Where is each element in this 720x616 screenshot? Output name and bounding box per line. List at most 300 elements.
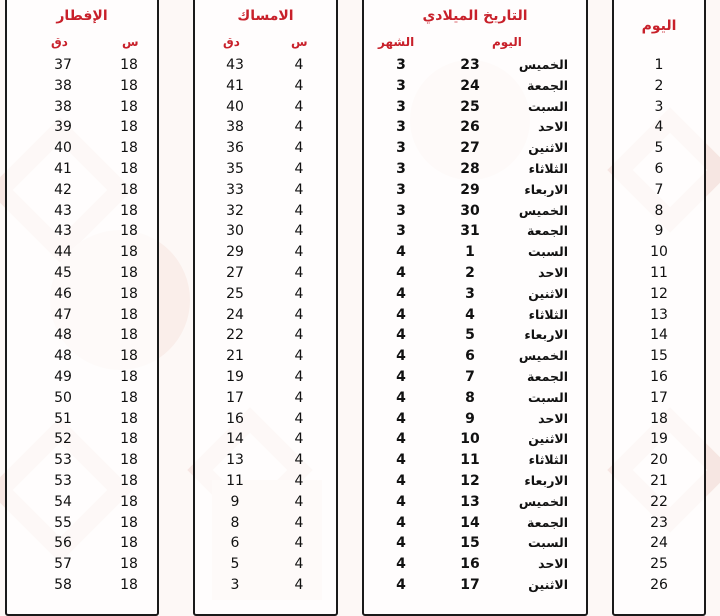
gregorian-day-cell: 31 — [460, 223, 480, 240]
table-row — [614, 575, 704, 596]
gregorian-day-cell: 7 — [465, 368, 475, 385]
table-row — [195, 409, 336, 430]
imsak-minute-cell: 17 — [226, 389, 244, 406]
iftar-hour-cell: 18 — [120, 98, 138, 115]
ramadan-day-cell: 21 — [650, 472, 668, 489]
ramadan-day-cell: 26 — [650, 576, 668, 593]
gregorian-column — [362, 0, 588, 616]
imsak-hour-cell: 4 — [294, 285, 304, 302]
table-row — [364, 471, 586, 492]
gregorian-day-cell: 24 — [460, 77, 480, 94]
iftar-hour-cell: 18 — [120, 77, 138, 94]
gregorian-day-cell: 9 — [465, 410, 475, 427]
iftar-minute-cell: 51 — [54, 410, 72, 427]
table-row — [195, 513, 336, 534]
weekday-name-cell: الخميس — [518, 493, 568, 509]
table-row — [7, 325, 157, 346]
imsak-hour-cell: 4 — [294, 202, 304, 219]
table-row — [195, 55, 336, 76]
imsak-hour-cell: 4 — [294, 452, 304, 469]
weekday-name-cell: الخميس — [518, 57, 568, 72]
imsak-minute-cell: 11 — [226, 472, 244, 489]
gregorian-month-cell: 3 — [396, 223, 406, 240]
imsak-hour-cell: 4 — [294, 57, 304, 73]
iftar-minute-cell: 41 — [54, 160, 72, 177]
table-row — [364, 429, 586, 450]
table-row — [364, 367, 586, 388]
iftar-hour-cell: 18 — [120, 452, 138, 469]
gregorian-month-cell: 4 — [396, 368, 406, 385]
table-row — [614, 263, 704, 284]
gregorian-month-cell: 4 — [396, 389, 406, 406]
gregorian-day-cell: 25 — [460, 98, 480, 115]
table-row — [7, 180, 157, 201]
imsak-hour-cell: 4 — [294, 98, 304, 115]
gregorian-day-cell: 14 — [460, 514, 480, 531]
gregorian-day-cell: 11 — [460, 452, 480, 469]
iftar-hour-cell: 18 — [120, 556, 138, 573]
weekday-name-cell: الخميس — [518, 348, 568, 364]
gregorian-month-cell: 3 — [396, 77, 406, 94]
weekday-name-cell: الاربعاء — [524, 327, 568, 343]
ramadan-day-cell: 1 — [654, 57, 664, 73]
table-row — [7, 159, 157, 180]
iftar-minute-cell: 54 — [54, 493, 72, 510]
imsak-minute-cell: 30 — [226, 223, 244, 240]
imsak-hour-cell: 4 — [294, 348, 304, 365]
iftar-hour-cell: 18 — [120, 285, 138, 302]
iftar-minute-cell: 38 — [54, 98, 72, 115]
weekday-name-cell: الاثنين — [528, 140, 568, 156]
table-row — [364, 513, 586, 534]
imsak-hour-cell: 4 — [294, 514, 304, 531]
imsak-minute-cell: 32 — [226, 202, 244, 219]
imsak-title: الامساك — [237, 8, 294, 24]
imsak-hour-cell: 4 — [294, 181, 304, 198]
ramadan-day-cell: 25 — [650, 556, 668, 573]
gregorian-day-cell: 16 — [460, 556, 480, 573]
table-row — [195, 575, 336, 596]
imsak-minute-cell: 21 — [226, 348, 244, 365]
table-row — [7, 242, 157, 263]
gregorian-month-header: الشهر — [378, 35, 415, 49]
weekday-name-cell: الاثنين — [528, 285, 568, 301]
gregorian-day-cell: 17 — [460, 576, 480, 593]
ramadan-day-rows — [614, 55, 704, 596]
table-row — [7, 55, 157, 76]
table-row — [195, 450, 336, 471]
table-row — [364, 533, 586, 554]
table-row — [364, 346, 586, 367]
imsak-minute-cell: 33 — [226, 181, 244, 198]
table-row — [7, 138, 157, 159]
gregorian-day-cell: 23 — [460, 57, 480, 73]
imsak-hour-cell: 4 — [294, 535, 304, 552]
table-row — [364, 159, 586, 180]
table-row — [7, 284, 157, 305]
ramadan-day-cell: 13 — [650, 306, 668, 323]
table-row — [7, 221, 157, 242]
table-row — [364, 554, 586, 575]
table-row — [614, 471, 704, 492]
gregorian-month-cell: 3 — [396, 140, 406, 157]
imsak-minute-cell: 14 — [226, 431, 244, 448]
weekday-name-cell: الاربعاء — [524, 181, 568, 197]
table-row — [195, 388, 336, 409]
imsak-hour-cell: 4 — [294, 223, 304, 240]
table-row — [7, 409, 157, 430]
weekday-name-cell: الجمعة — [526, 368, 568, 384]
ramadan-day-cell: 16 — [650, 368, 668, 385]
ramadan-day-cell: 9 — [654, 223, 664, 240]
table-row — [364, 117, 586, 138]
table-row — [364, 492, 586, 513]
iftar-hour-cell: 18 — [120, 306, 138, 323]
gregorian-month-cell: 4 — [396, 285, 406, 302]
table-row — [364, 575, 586, 596]
imsak-minute-cell: 38 — [226, 119, 244, 136]
weekday-name-cell: السبت — [527, 98, 568, 114]
weekday-name-cell: الجمعة — [526, 223, 568, 239]
gregorian-day-cell: 6 — [465, 348, 475, 365]
ramadan-day-cell: 17 — [650, 389, 668, 406]
iftar-hour-cell: 18 — [120, 576, 138, 593]
table-row — [364, 242, 586, 263]
iftar-hour-cell: 18 — [120, 472, 138, 489]
table-row — [195, 263, 336, 284]
ramadan-day-cell: 11 — [650, 264, 668, 281]
table-row — [364, 284, 586, 305]
weekday-name-cell: الاحد — [538, 119, 568, 135]
weekday-name-cell: الاحد — [538, 410, 568, 426]
iftar-rows — [7, 55, 157, 596]
table-row — [364, 263, 586, 284]
weekday-name-cell: الثلاثاء — [528, 160, 568, 176]
imsak-hour-cell: 4 — [294, 493, 304, 510]
table-row — [7, 388, 157, 409]
table-row — [7, 201, 157, 222]
imsak-hour-cell: 4 — [294, 389, 304, 406]
gregorian-day-cell: 13 — [460, 493, 480, 510]
table-row — [195, 471, 336, 492]
weekday-name-cell: الثلاثاء — [528, 306, 568, 322]
table-row — [195, 533, 336, 554]
ramadan-day-cell: 5 — [654, 140, 664, 157]
table-row — [364, 450, 586, 471]
imsak-minute-cell: 3 — [230, 576, 240, 593]
imsak-minute-cell: 36 — [226, 140, 244, 157]
table-row — [195, 242, 336, 263]
table-row — [614, 554, 704, 575]
iftar-hour-header: س — [122, 35, 139, 49]
iftar-minute-cell: 58 — [54, 576, 72, 593]
table-row — [614, 159, 704, 180]
gregorian-month-cell: 4 — [396, 535, 406, 552]
table-row — [614, 180, 704, 201]
imsak-minute-cell: 8 — [230, 514, 240, 531]
gregorian-day-cell: 2 — [465, 264, 475, 281]
ramadan-day-cell: 22 — [650, 493, 668, 510]
imsak-hour-header: س — [291, 35, 308, 49]
table-row — [364, 201, 586, 222]
iftar-hour-cell: 18 — [120, 514, 138, 531]
imsak-hour-cell: 4 — [294, 77, 304, 94]
iftar-hour-cell: 18 — [120, 244, 138, 261]
weekday-name-cell: الاحد — [538, 556, 568, 572]
table-row — [195, 346, 336, 367]
table-row — [614, 97, 704, 118]
table-row — [195, 554, 336, 575]
iftar-hour-cell: 18 — [120, 348, 138, 365]
table-row — [7, 471, 157, 492]
weekday-name-cell: الجمعة — [526, 514, 568, 530]
table-row — [614, 429, 704, 450]
table-row — [7, 533, 157, 554]
imsak-minute-header: دق — [223, 35, 240, 49]
imsak-hour-cell: 4 — [294, 306, 304, 323]
iftar-minute-cell: 47 — [54, 306, 72, 323]
weekday-name-cell: الجمعة — [526, 77, 568, 93]
table-row — [364, 409, 586, 430]
iftar-hour-cell: 18 — [120, 368, 138, 385]
ramadan-day-cell: 12 — [650, 285, 668, 302]
gregorian-day-cell: 15 — [460, 535, 480, 552]
gregorian-month-cell: 4 — [396, 327, 406, 344]
imsak-hour-cell: 4 — [294, 556, 304, 573]
table-row — [195, 284, 336, 305]
table-row — [195, 305, 336, 326]
table-row — [195, 138, 336, 159]
gregorian-month-cell: 4 — [396, 576, 406, 593]
iftar-minute-cell: 50 — [54, 389, 72, 406]
imsak-minute-cell: 25 — [226, 285, 244, 302]
iftar-minute-cell: 39 — [54, 119, 72, 136]
table-row — [195, 429, 336, 450]
table-row — [614, 533, 704, 554]
gregorian-day-cell: 1 — [465, 244, 475, 261]
table-row — [614, 221, 704, 242]
table-row — [7, 429, 157, 450]
table-row — [364, 325, 586, 346]
table-row — [614, 55, 704, 76]
imsak-minute-cell: 5 — [230, 556, 240, 573]
gregorian-day-cell: 29 — [460, 181, 480, 198]
table-row — [614, 76, 704, 97]
weekday-name-cell: السبت — [527, 389, 568, 405]
imsak-column — [193, 0, 338, 616]
table-row — [614, 409, 704, 430]
gregorian-month-cell: 4 — [396, 264, 406, 281]
gregorian-month-cell: 3 — [396, 119, 406, 136]
iftar-hour-cell: 18 — [120, 493, 138, 510]
weekday-name-cell: السبت — [527, 244, 568, 260]
imsak-hour-cell: 4 — [294, 410, 304, 427]
ramadan-day-cell: 19 — [650, 431, 668, 448]
iftar-hour-cell: 18 — [120, 140, 138, 157]
table-row — [7, 367, 157, 388]
imsak-minute-cell: 29 — [226, 244, 244, 261]
iftar-hour-cell: 18 — [120, 223, 138, 240]
gregorian-day-cell: 5 — [465, 327, 475, 344]
imsak-minute-cell: 43 — [226, 57, 244, 73]
table-row — [7, 513, 157, 534]
ramadan-day-cell: 15 — [650, 348, 668, 365]
ramadan-day-cell: 18 — [650, 410, 668, 427]
table-row — [7, 346, 157, 367]
table-row — [195, 492, 336, 513]
imsak-minute-cell: 22 — [226, 327, 244, 344]
table-row — [364, 138, 586, 159]
table-row — [7, 76, 157, 97]
gregorian-day-cell: 8 — [465, 389, 475, 406]
table-row — [614, 325, 704, 346]
iftar-hour-cell: 18 — [120, 181, 138, 198]
ramadan-day-cell: 6 — [654, 160, 664, 177]
table-row — [364, 97, 586, 118]
iftar-minute-cell: 40 — [54, 140, 72, 157]
weekday-name-cell: الثلاثاء — [528, 452, 568, 468]
iftar-hour-cell: 18 — [120, 431, 138, 448]
ramadan-day-cell: 20 — [650, 452, 668, 469]
table-row — [195, 76, 336, 97]
table-row — [614, 492, 704, 513]
table-row — [614, 201, 704, 222]
gregorian-day-cell: 4 — [465, 306, 475, 323]
iftar-hour-cell: 18 — [120, 389, 138, 406]
gregorian-month-cell: 4 — [396, 306, 406, 323]
table-row — [195, 180, 336, 201]
iftar-minute-cell: 53 — [54, 452, 72, 469]
weekday-name-cell: الخميس — [518, 202, 568, 218]
table-row — [7, 575, 157, 596]
weekday-name-cell: الاثنين — [528, 431, 568, 447]
table-row — [195, 201, 336, 222]
table-row — [614, 305, 704, 326]
weekday-name-cell: الاثنين — [528, 576, 568, 592]
table-row — [364, 76, 586, 97]
table-row — [7, 450, 157, 471]
gregorian-month-cell: 3 — [396, 181, 406, 198]
table-row — [614, 346, 704, 367]
iftar-minute-cell: 37 — [54, 57, 72, 73]
gregorian-day-cell: 26 — [460, 119, 480, 136]
table-row — [364, 55, 586, 76]
iftar-minute-cell: 48 — [54, 348, 72, 365]
gregorian-month-cell: 4 — [396, 556, 406, 573]
gregorian-day-cell: 3 — [465, 285, 475, 302]
ramadan-day-cell: 3 — [654, 98, 664, 115]
iftar-minute-cell: 46 — [54, 285, 72, 302]
iftar-minute-cell: 42 — [54, 181, 72, 198]
weekday-name-cell: السبت — [527, 535, 568, 551]
gregorian-month-cell: 4 — [396, 348, 406, 365]
table-row — [195, 325, 336, 346]
table-row — [364, 388, 586, 409]
ramadan-day-cell: 23 — [650, 514, 668, 531]
imsak-minute-cell: 13 — [226, 452, 244, 469]
gregorian-month-cell: 3 — [396, 98, 406, 115]
table-row — [7, 97, 157, 118]
iftar-minute-cell: 49 — [54, 368, 72, 385]
iftar-minute-cell: 45 — [54, 264, 72, 281]
iftar-hour-cell: 18 — [120, 202, 138, 219]
imsak-hour-cell: 4 — [294, 244, 304, 261]
gregorian-day-cell: 27 — [460, 140, 480, 157]
iftar-minute-cell: 53 — [54, 472, 72, 489]
gregorian-month-cell: 3 — [396, 160, 406, 177]
imsak-minute-cell: 27 — [226, 264, 244, 281]
gregorian-month-cell: 3 — [396, 202, 406, 219]
imsak-hour-cell: 4 — [294, 368, 304, 385]
table-row — [364, 305, 586, 326]
gregorian-rows — [364, 55, 586, 596]
iftar-minute-cell: 43 — [54, 202, 72, 219]
ramadan-day-cell: 2 — [654, 77, 664, 94]
imsak-minute-cell: 9 — [230, 493, 240, 510]
imsak-minute-cell: 6 — [230, 535, 240, 552]
gregorian-day-header: اليوم — [492, 35, 522, 49]
ramadan-day-cell: 7 — [654, 181, 664, 198]
gregorian-month-cell: 4 — [396, 431, 406, 448]
imsak-minute-cell: 19 — [226, 368, 244, 385]
table-row — [364, 180, 586, 201]
ramadan-day-cell: 14 — [650, 327, 668, 344]
gregorian-day-cell: 10 — [460, 431, 480, 448]
table-row — [364, 221, 586, 242]
gregorian-month-cell: 4 — [396, 493, 406, 510]
iftar-minute-cell: 38 — [54, 77, 72, 94]
iftar-minute-cell: 55 — [54, 514, 72, 531]
table-row — [614, 138, 704, 159]
table-row — [7, 305, 157, 326]
table-row — [614, 388, 704, 409]
imsak-hour-cell: 4 — [294, 140, 304, 157]
iftar-hour-cell: 18 — [120, 57, 138, 73]
table-row — [195, 159, 336, 180]
iftar-title: الإفطار — [56, 8, 108, 24]
iftar-hour-cell: 18 — [120, 160, 138, 177]
iftar-column — [5, 0, 159, 616]
iftar-minute-cell: 57 — [54, 556, 72, 573]
ramadan-day-cell: 24 — [650, 535, 668, 552]
ramadan-day-title: اليوم — [641, 18, 677, 34]
table-row — [614, 367, 704, 388]
table-row — [195, 221, 336, 242]
ramadan-day-cell: 10 — [650, 244, 668, 261]
gregorian-title: التاريخ الميلادي — [422, 8, 528, 24]
imsak-hour-cell: 4 — [294, 160, 304, 177]
imsak-minute-cell: 41 — [226, 77, 244, 94]
imsak-hour-cell: 4 — [294, 472, 304, 489]
weekday-name-cell: الاربعاء — [524, 472, 568, 488]
imsak-rows — [195, 55, 336, 596]
table-row — [7, 263, 157, 284]
imsak-hour-cell: 4 — [294, 327, 304, 344]
iftar-hour-cell: 18 — [120, 327, 138, 344]
table-row — [195, 117, 336, 138]
table-row — [614, 284, 704, 305]
table-row — [614, 450, 704, 471]
imsak-hour-cell: 4 — [294, 264, 304, 281]
gregorian-month-cell: 4 — [396, 410, 406, 427]
iftar-minute-cell: 52 — [54, 431, 72, 448]
gregorian-month-cell: 4 — [396, 472, 406, 489]
gregorian-month-cell: 4 — [396, 452, 406, 469]
iftar-hour-cell: 18 — [120, 535, 138, 552]
imsak-minute-cell: 35 — [226, 160, 244, 177]
table-row — [7, 117, 157, 138]
imsak-hour-cell: 4 — [294, 576, 304, 593]
